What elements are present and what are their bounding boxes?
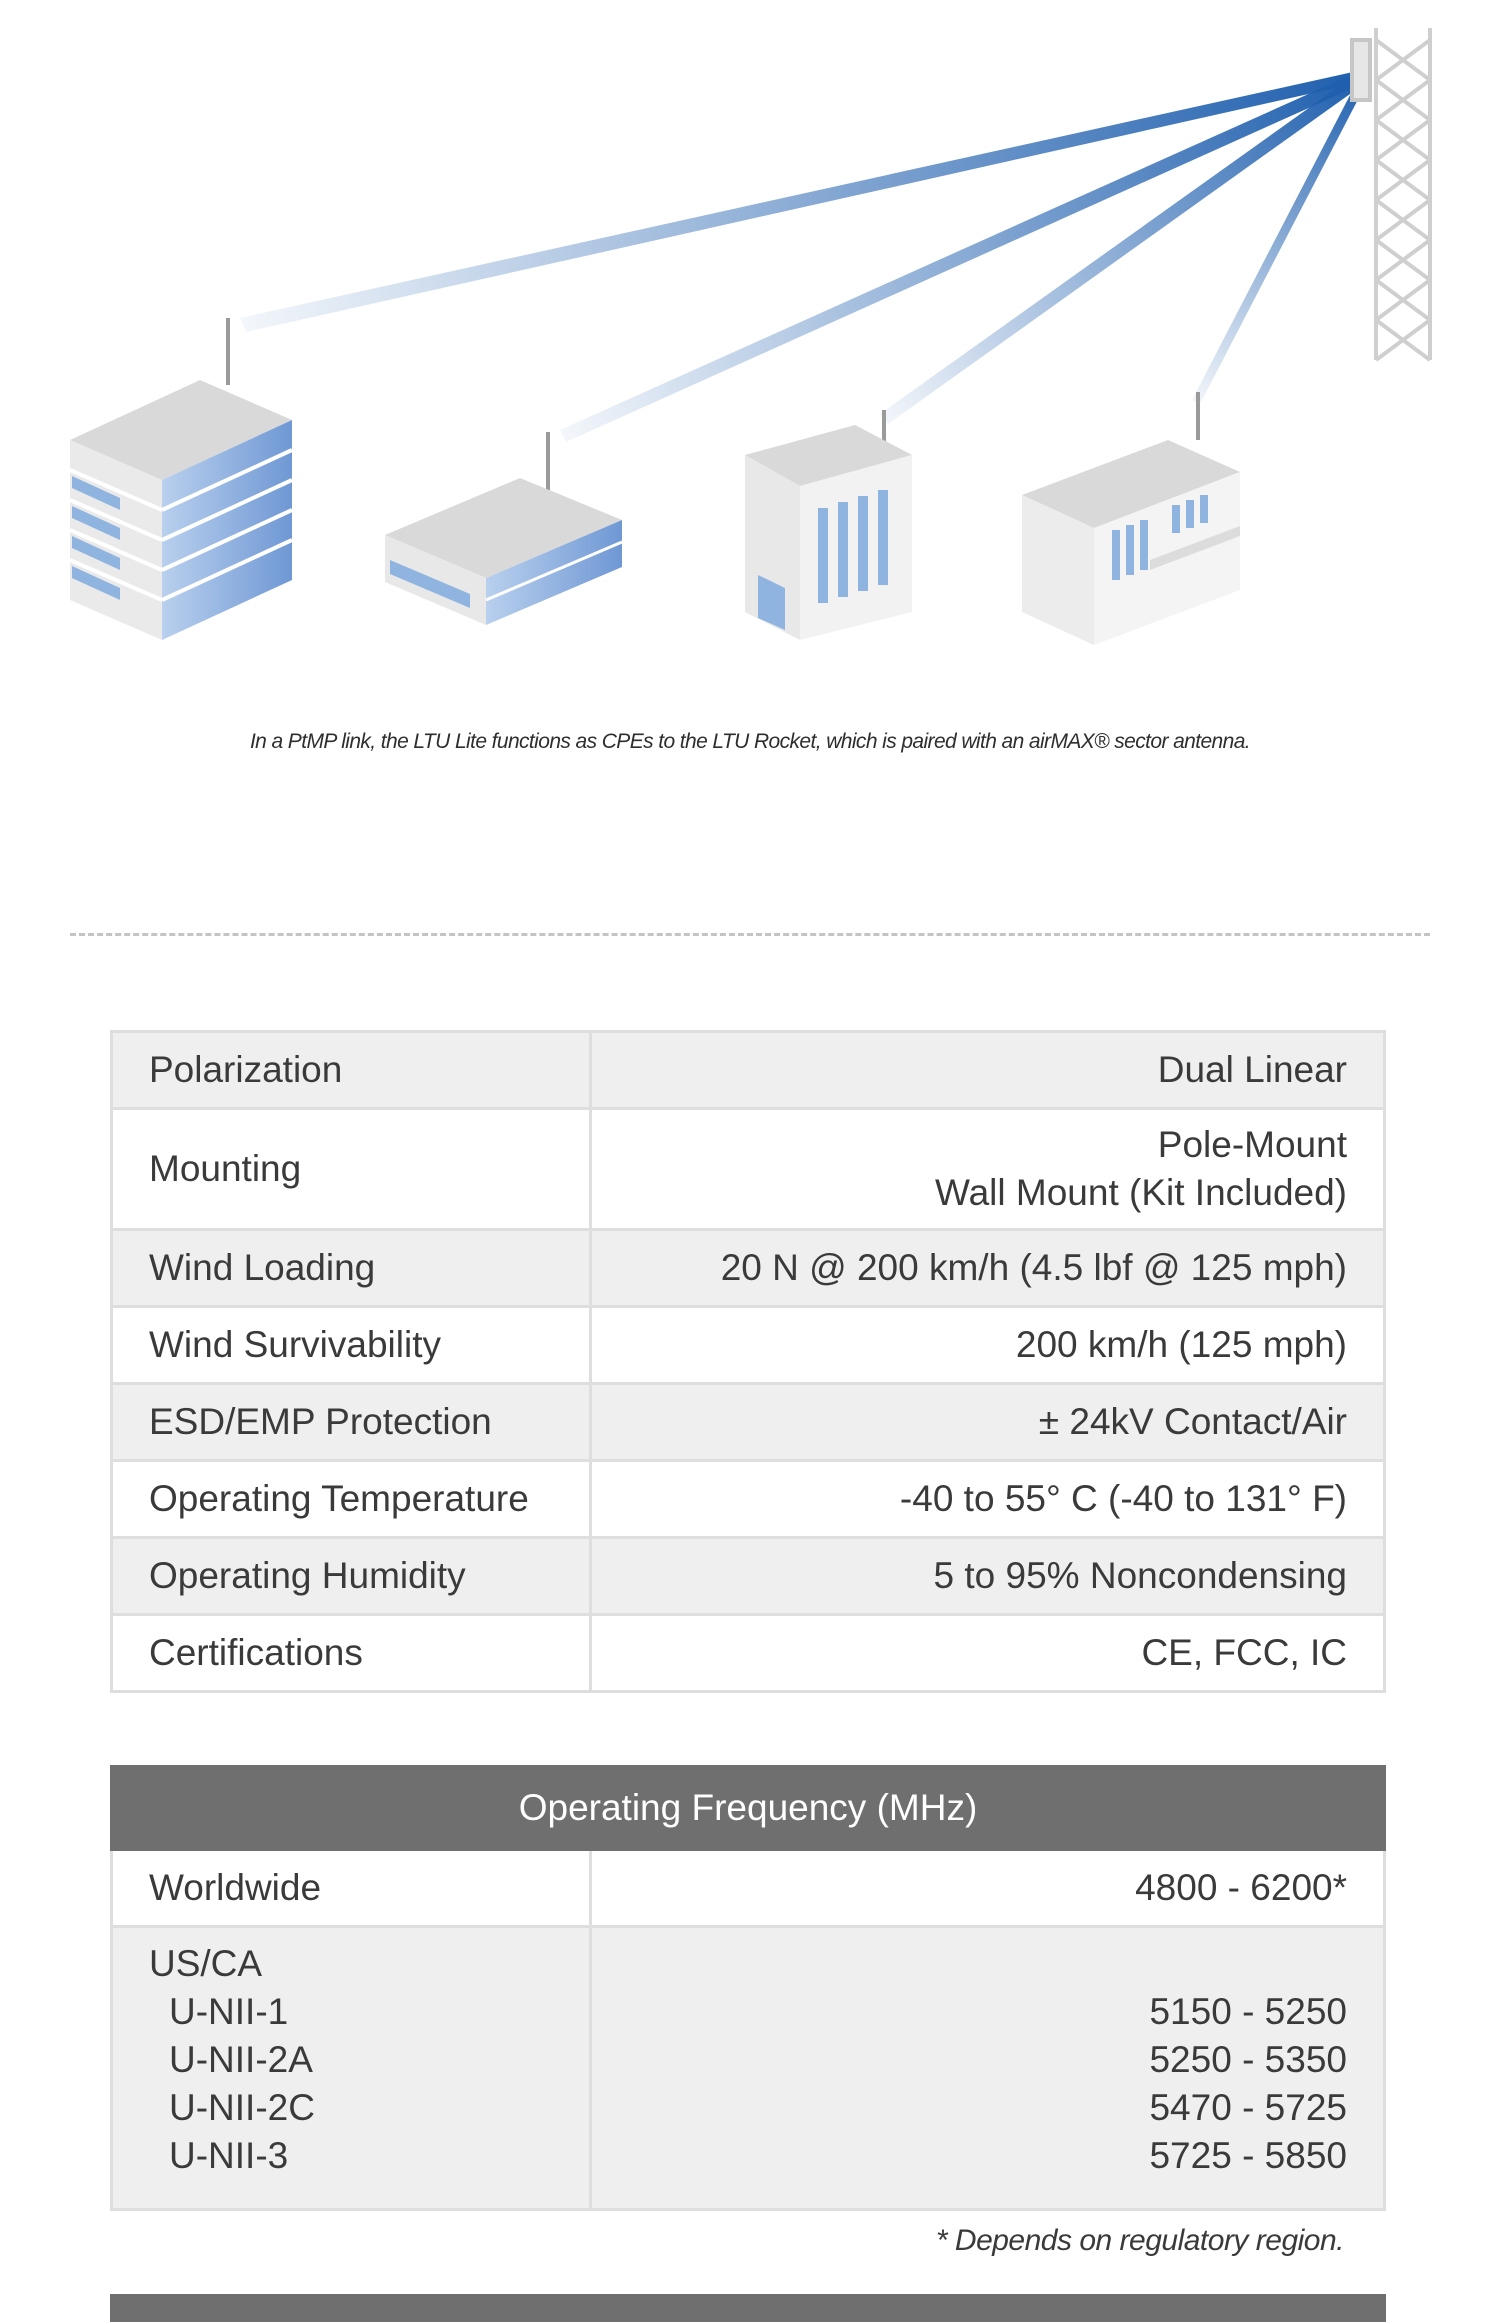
table-row	[112, 1384, 1385, 1461]
house-building-icon	[1022, 392, 1240, 645]
lattice-tower-icon	[1352, 28, 1430, 360]
spec-label: Polarization	[112, 1032, 591, 1109]
dashed-divider	[70, 933, 1430, 936]
frequency-range: 5250 - 5350	[1149, 2039, 1347, 2080]
band-name: U-NII-3	[169, 2135, 289, 2176]
spec-value: 200 km/h (125 mph)	[591, 1307, 1385, 1384]
ptmp-link-illustration	[0, 0, 1500, 700]
spec-label: Wind Loading	[112, 1230, 591, 1307]
band-name: U-NII-2C	[169, 2087, 315, 2128]
spec-label: Mounting	[112, 1109, 591, 1230]
table-header-row	[112, 1767, 1385, 1850]
specifications-table	[110, 1030, 1386, 1693]
spec-label: Wind Survivability	[112, 1307, 591, 1384]
spec-value-line: Pole-Mount	[1157, 1124, 1347, 1165]
region-label: Worldwide	[112, 1850, 591, 1927]
regulatory-footnote: * Depends on regulatory region.	[935, 2224, 1344, 2257]
frequency-table-header: Operating Frequency (MHz)	[112, 1767, 1385, 1850]
spec-value: ± 24kV Contact/Air	[591, 1384, 1385, 1461]
frequency-range: 5725 - 5850	[1149, 2135, 1347, 2176]
spec-label: Operating Temperature	[112, 1461, 591, 1538]
spec-value: CE, FCC, IC	[591, 1615, 1385, 1692]
table-row	[112, 1538, 1385, 1615]
spec-value: 20 N @ 200 km/h (4.5 lbf @ 125 mph)	[591, 1230, 1385, 1307]
table-row	[112, 1461, 1385, 1538]
next-table-header-band	[110, 2294, 1386, 2322]
office-building-icon	[70, 318, 292, 640]
table-row	[112, 1850, 1385, 1927]
beam-2	[560, 70, 1362, 442]
table-row	[112, 1927, 1385, 2210]
spacer-line	[628, 1940, 1347, 1988]
operating-frequency-table	[110, 1765, 1386, 2211]
table-row	[112, 1615, 1385, 1692]
illustration-caption: In a PtMP link, the LTU Lite functions as CPEs to the LTU Rocket, which is paired with an airMAX® sector antenna.	[249, 730, 1251, 753]
spec-label: ESD/EMP Protection	[112, 1384, 591, 1461]
table-row	[112, 1109, 1385, 1230]
table-row	[112, 1230, 1385, 1307]
band-name: U-NII-2A	[169, 2039, 313, 2080]
spec-value: -40 to 55° C (-40 to 131° F)	[591, 1461, 1385, 1538]
spec-value-line: Wall Mount (Kit Included)	[935, 1172, 1347, 1213]
frequency-range: 4800 - 6200*	[591, 1850, 1385, 1927]
band-ranges-cell	[591, 1927, 1385, 2210]
region-label: US/CA	[149, 1943, 263, 1984]
signal-beams	[240, 70, 1366, 442]
frequency-range: 5150 - 5250	[1149, 1991, 1347, 2032]
mid-rise-building-icon	[745, 410, 912, 640]
beam-4	[1192, 72, 1366, 404]
band-name: U-NII-1	[169, 1991, 289, 2032]
spec-value: 5 to 95% Noncondensing	[591, 1538, 1385, 1615]
frequency-range: 5470 - 5725	[1149, 2087, 1347, 2128]
spec-value-line: Dual Linear	[1157, 1049, 1347, 1090]
region-bands-cell	[112, 1927, 591, 2210]
spec-value	[591, 1109, 1385, 1230]
spec-label: Certifications	[112, 1615, 591, 1692]
low-rise-building-icon	[385, 432, 622, 625]
table-row	[112, 1032, 1385, 1109]
spec-value	[591, 1032, 1385, 1109]
spec-label: Operating Humidity	[112, 1538, 591, 1615]
table-row	[112, 1307, 1385, 1384]
